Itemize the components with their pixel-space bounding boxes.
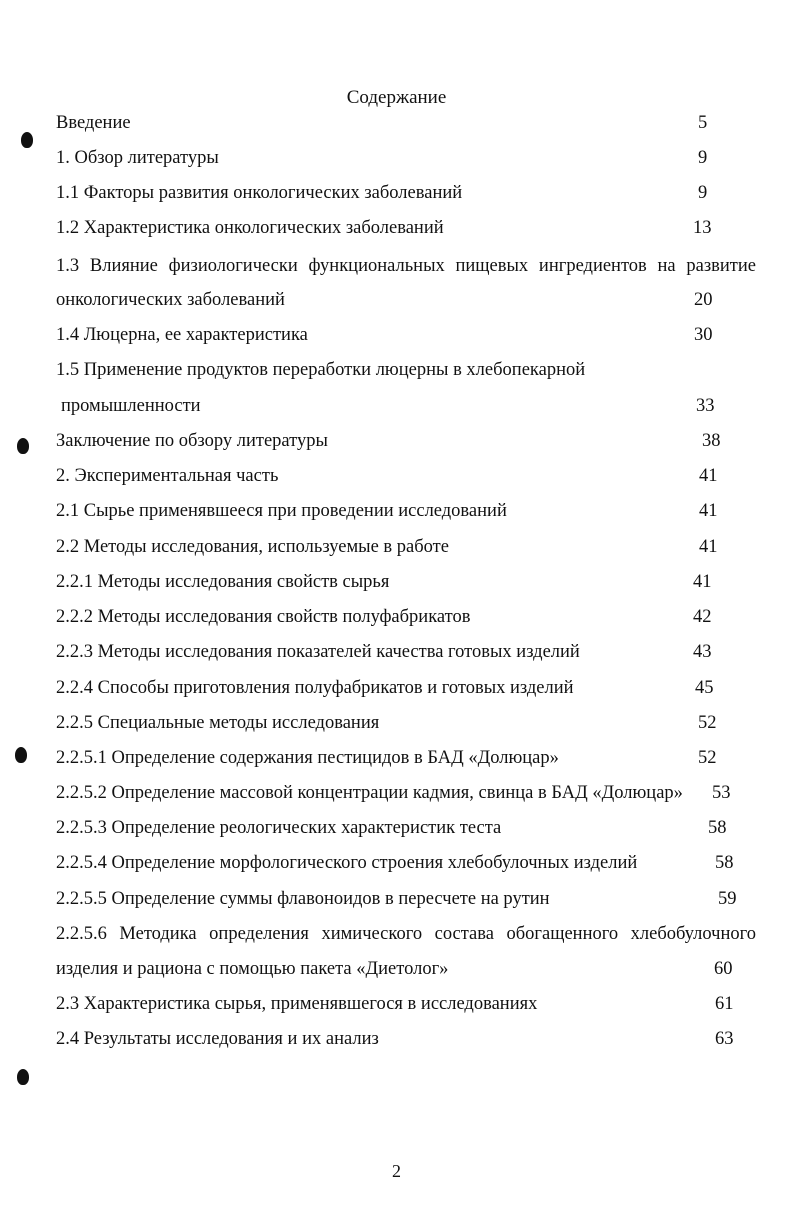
toc-entry-text: промышленности xyxy=(61,396,201,416)
toc-entry-page: 43 xyxy=(693,642,712,662)
toc-entry-text: 2.2.2 Методы исследования свойств полуфабрикатов xyxy=(56,607,471,627)
toc-entry-text: 1.2 Характеристика онкологических заболеваний xyxy=(56,218,444,238)
toc-entry-text: изделия и рациона с помощью пакета «Диетолог» xyxy=(56,959,449,979)
toc-entry-page: 13 xyxy=(693,218,712,238)
toc-entry xyxy=(56,393,756,419)
toc-entry xyxy=(56,428,756,454)
toc-entry xyxy=(56,921,756,947)
toc-entry xyxy=(56,956,756,982)
toc-entry-page: 30 xyxy=(694,325,713,345)
toc-entry-page: 60 xyxy=(714,959,733,979)
toc-entry xyxy=(56,886,756,912)
toc-entry xyxy=(56,815,756,841)
toc-entry-text: 2.2.5.5 Определение суммы флавоноидов в пересчете на рутин xyxy=(56,889,550,909)
toc-entry-text: 2.2.1 Методы исследования свойств сырья xyxy=(56,572,390,592)
toc-entry xyxy=(56,780,756,806)
toc-entry-page: 45 xyxy=(695,678,714,698)
toc-entry-text: 2.2.4 Способы приготовления полуфабрикатов и готовых изделий xyxy=(56,678,574,698)
toc-entry-page: 5 xyxy=(698,113,708,133)
toc-entry xyxy=(56,569,756,595)
toc-entry-page: 9 xyxy=(698,183,708,203)
toc-entry-text: 2.3 Характеристика сырья, применявшегося в исследованиях xyxy=(56,994,538,1014)
toc-entry-text: 2.2.5.1 Определение содержания пестицидов в БАД «Долюцар» xyxy=(56,748,559,768)
toc-entry-text: 1.5 Применение продуктов переработки люцерны в хлебопекарной xyxy=(56,360,586,380)
toc-entry xyxy=(56,180,756,206)
toc-entry xyxy=(56,145,756,171)
toc-entry xyxy=(56,253,756,279)
toc-entry xyxy=(56,322,756,348)
toc-entry-text: онкологических заболеваний xyxy=(56,290,285,310)
toc-entry-page: 53 xyxy=(712,783,731,803)
toc-entry-text: 2.2.5 Специальные методы исследования xyxy=(56,713,380,733)
toc-title: Содержание xyxy=(346,87,447,108)
toc-entry-page: 58 xyxy=(715,853,734,873)
toc-entry xyxy=(56,745,756,771)
toc-entry xyxy=(56,675,756,701)
toc-entry-text: 2.2.5.2 Определение массовой концентрации кадмия, свинца в БАД «Долюцар» xyxy=(56,783,683,803)
binding-hole-mark xyxy=(21,132,33,148)
toc-entry-page: 41 xyxy=(699,466,718,486)
binding-hole-mark xyxy=(17,1069,29,1085)
page-number: 2 xyxy=(392,1161,401,1181)
toc-entry xyxy=(56,639,756,665)
toc-entry-text: 1.3 Влияние физиологически функциональных пищевых ингредиентов на развитие xyxy=(56,256,756,276)
toc-entry-page: 38 xyxy=(702,431,721,451)
toc-entry-page: 59 xyxy=(718,889,737,909)
binding-hole-mark xyxy=(17,438,29,454)
toc-entry-text: 2.2.5.3 Определение реологических характеристик теста xyxy=(56,818,502,838)
toc-entry xyxy=(56,357,756,383)
toc-entry-page: 61 xyxy=(715,994,734,1014)
toc-entry xyxy=(56,215,756,241)
toc-entry-page: 42 xyxy=(693,607,712,627)
toc-entry-page: 63 xyxy=(715,1029,734,1049)
toc-entry-text: 2.2.5.6 Методика определения химического состава обогащенного хлебобулочного xyxy=(56,924,756,944)
toc-entry-page: 52 xyxy=(698,748,717,768)
toc-entry-text: 2.4 Результаты исследования и их анализ xyxy=(56,1029,379,1049)
toc-entry-text: 2.2.3 Методы исследования показателей качества готовых изделий xyxy=(56,642,580,662)
toc-entry-page: 9 xyxy=(698,148,708,168)
toc-entry xyxy=(56,710,756,736)
toc-entry xyxy=(56,110,756,136)
toc-entry-text: 2. Экспериментальная часть xyxy=(56,466,279,486)
toc-entry-text: Заключение по обзору литературы xyxy=(56,431,328,451)
toc-entry xyxy=(56,463,756,489)
binding-hole-mark xyxy=(15,747,27,763)
toc-entry-page: 33 xyxy=(696,396,715,416)
toc-entry-page: 41 xyxy=(699,501,718,521)
toc-entry-page: 52 xyxy=(698,713,717,733)
toc-entry-page: 41 xyxy=(693,572,712,592)
toc-entry-page: 58 xyxy=(708,818,727,838)
toc-entry xyxy=(56,850,756,876)
toc-entry-page: 41 xyxy=(699,537,718,557)
toc-entry xyxy=(56,287,756,313)
toc-entry-text: Введение xyxy=(56,113,131,133)
toc-entry-text: 2.2.5.4 Определение морфологического строения хлебобулочных изделий xyxy=(56,853,638,873)
toc-entry xyxy=(56,604,756,630)
toc-entry-page: 20 xyxy=(694,290,713,310)
toc-entry-text: 1.4 Люцерна, ее характеристика xyxy=(56,325,308,345)
toc-entry-text: 1. Обзор литературы xyxy=(56,148,219,168)
toc-entry xyxy=(56,498,756,524)
toc-entry xyxy=(56,534,756,560)
toc-entry-text: 1.1 Факторы развития онкологических заболеваний xyxy=(56,183,463,203)
toc-entry-text: 2.2 Методы исследования, используемые в работе xyxy=(56,537,449,557)
toc-entry xyxy=(56,1026,756,1052)
toc-entry xyxy=(56,991,756,1017)
toc-entry-text: 2.1 Сырье применявшееся при проведении исследований xyxy=(56,501,507,521)
